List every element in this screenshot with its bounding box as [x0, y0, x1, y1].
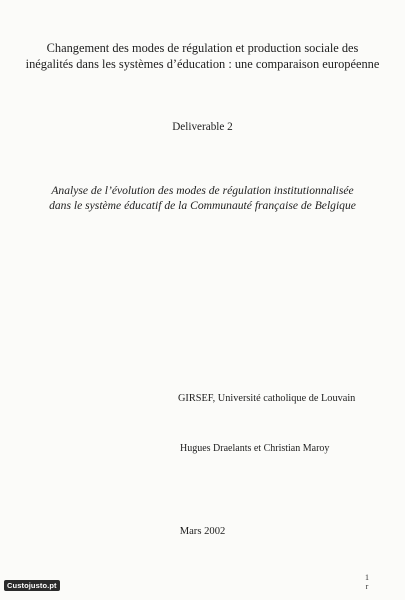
institution-name: GIRSEF, Université catholique de Louvain — [178, 393, 356, 404]
author-names: Hugues Draelants et Christian Maroy — [180, 443, 330, 454]
watermark-logo: Custojusto.pt — [4, 580, 60, 591]
deliverable-label: Deliverable 2 — [172, 121, 233, 133]
subtitle-line-2: dans le système éducatif de la Communauté française de Belgique — [49, 199, 356, 212]
title-line-1: Changement des modes de régulation et production sociale des — [46, 41, 359, 55]
page-mark — [365, 573, 369, 591]
title-line-2: inégalités dans les systèmes d’éducation : une comparaison européenne — [25, 57, 380, 71]
subtitle-line-1: Analyse de l’évolution des modes de régulation institutionnalisée — [51, 184, 354, 197]
document-subtitle — [0, 183, 405, 213]
page-mark-line-1: 1 — [365, 573, 369, 582]
page-mark-line-2: r — [365, 582, 369, 591]
publication-date: Mars 2002 — [179, 526, 226, 537]
document-title — [0, 40, 405, 72]
